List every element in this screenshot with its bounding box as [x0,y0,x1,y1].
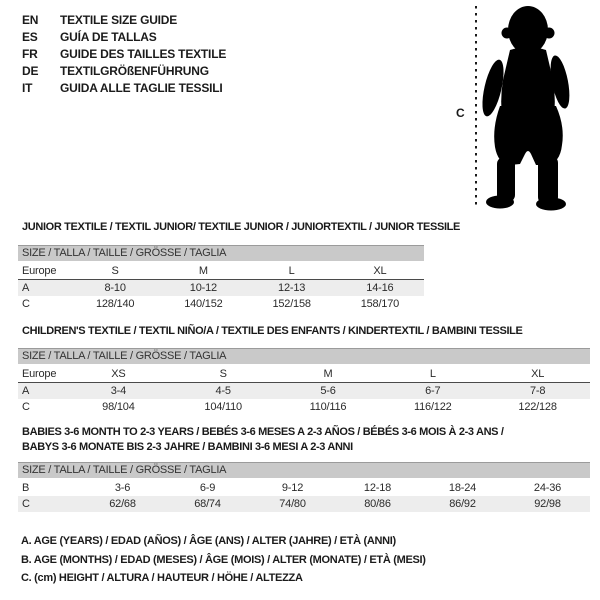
table-cell: 6-7 [380,383,485,400]
table-cell: 10-12 [159,280,247,297]
babies-title-line2: BABYS 3-6 MONATE BIS 2-3 JAHRE / BAMBINI 3-6 MESI A 2-3 ANNI [22,441,353,453]
children-table-title: CHILDREN'S TEXTILE / TEXTIL NIÑO/A / TEXTILE DES ENFANTS / KINDERTEXTIL / BAMBINI TESSILE [22,325,523,337]
table-cell: 74/80 [250,496,335,512]
table-cell: 158/170 [360,298,400,310]
babies-table-title [22,425,504,455]
junior-table-title: JUNIOR TEXTILE / TEXTIL JUNIOR/ TEXTILE JUNIOR / JUNIORTEXTIL / JUNIOR TESSILE [22,221,461,233]
table-cell: XL [485,366,590,383]
table-cell: B [22,482,30,494]
table-cell: XL [336,263,424,280]
language-code: EN [22,13,39,27]
table-row-c [18,296,424,312]
table-cell: 80/86 [335,496,420,512]
table-cell: 62/68 [80,496,165,512]
table-cell: XS [66,366,171,383]
table-cell: 3-4 [66,383,171,400]
table-cell: 12-13 [248,280,336,297]
legend-line-a: A. AGE (YEARS) / EDAD (AÑOS) / ÂGE (ANS) / ALTER (JAHRE) / ETÀ (ANNI) [21,535,396,547]
language-title: GUÍA DE TALLAS [60,30,157,44]
table-cell: C [22,298,30,310]
table-cell: 128/140 [95,298,135,310]
table-cell: 6-9 [199,482,216,494]
table-cell: C [18,496,80,512]
table-cell: L [380,366,485,383]
table-cell: A [18,383,66,400]
language-code: FR [22,47,38,61]
table-cell: 116/122 [414,401,452,413]
language-title: GUIDE DES TAILLES TEXTILE [60,47,227,61]
language-title: GUIDA ALLE TAGLIE TESSILI [60,81,223,95]
table-cell: 7-8 [485,383,590,400]
table-cell: L [248,263,336,280]
table-cell: 9-12 [281,482,304,494]
table-row-c [18,496,590,512]
table-cell: Europe [18,263,71,280]
babies-size-table [18,462,590,512]
junior-size-table [18,245,424,312]
table-cell: S [71,263,159,280]
legend-line-c: C. (cm) HEIGHT / ALTURA / HAUTEUR / HÖHE / ALTEZZA [21,572,303,584]
table-row-a [18,383,590,400]
language-row-fr [22,46,226,63]
table-cell: C [22,401,30,413]
table-row-c [18,399,590,415]
table-cell: 14-16 [336,280,424,297]
table-cell: 98/104 [102,401,135,413]
table-cell: 8-10 [71,280,159,297]
language-row-it [22,80,226,97]
language-row-de [22,63,226,80]
children-size-table [18,348,590,415]
table-cell: 92/98 [505,496,590,512]
table-cell: M [276,366,381,383]
table-row-b [18,480,590,496]
table-cell: 18-24 [448,482,477,494]
table-row-europe [18,263,424,280]
babies-title-line1: BABIES 3-6 MONTH TO 2-3 YEARS / BEBÉS 3-6 MESES A 2-3 AÑOS / BÉBÉS 3-6 MOIS À 2-3 ANS / [22,426,504,438]
table-cell: 110/116 [309,401,347,413]
table-cell: 122/128 [518,401,557,413]
language-code: ES [22,30,38,44]
language-row-en [22,12,226,29]
language-title: TEXTILGRÖßENFÜHRUNG [60,64,209,78]
language-row-es [22,29,226,46]
table-cell: 140/152 [184,298,223,310]
size-header-bar: SIZE / TALLA / TAILLE / GRÖSSE / TAGLIA [18,245,424,261]
legend-line-b: B. AGE (MONTHS) / EDAD (MESES) / ÂGE (MOIS) / ALTER (MONATE) / ETÀ (MESI) [21,553,426,566]
language-code: DE [22,64,39,78]
table-cell: 24-36 [533,482,562,494]
table-row-europe [18,366,590,383]
height-label: C [456,106,465,120]
table-cell: A [18,280,71,297]
baby-silhouette-icon [450,2,600,212]
table-cell: 86/92 [420,496,505,512]
language-list [22,12,226,97]
table-cell: 152/158 [272,298,311,310]
table-cell: S [171,366,276,383]
legend [21,532,426,588]
table-cell: 12-18 [363,482,392,494]
table-row-a [18,280,424,297]
size-header-bar: SIZE / TALLA / TAILLE / GRÖSSE / TAGLIA [18,462,590,478]
table-cell: 5-6 [276,383,381,400]
table-cell: 68/74 [165,496,250,512]
size-header-bar: SIZE / TALLA / TAILLE / GRÖSSE / TAGLIA [18,348,590,364]
language-title: TEXTILE SIZE GUIDE [60,13,178,27]
table-cell: 3-6 [114,482,131,494]
language-code: IT [22,81,33,95]
table-cell: Europe [18,366,66,383]
table-cell: 104/110 [204,401,242,413]
table-cell: M [159,263,247,280]
table-cell: 4-5 [171,383,276,400]
